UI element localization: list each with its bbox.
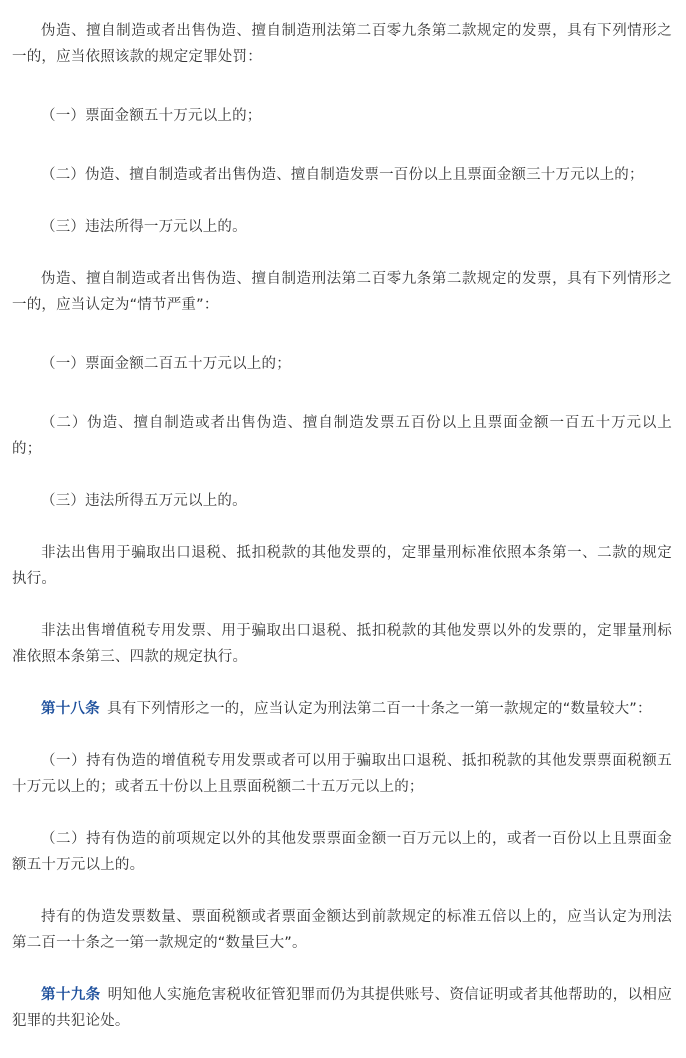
paragraph: 伪造、擅自制造或者出售伪造、擅自制造刑法第二百零九条第二款规定的发票，具有下列情形之一的，应当认定为“情节严重”： (12, 271, 672, 313)
list-item: （二）持有伪造的前项规定以外的其他发票票面金额一百万元以上的，或者一百份以上且票面金额五十万元以上的。 (12, 831, 672, 873)
list-item: （三）违法所得一万元以上的。 (41, 219, 247, 235)
paragraph: 非法出售增值税专用发票、用于骗取出口退税、抵扣税款的其他发票以外的发票的，定罪量刑标准依照本条第三、四款的规定执行。 (12, 623, 672, 665)
article-number: 第十八条 (41, 701, 100, 717)
article-19-paragraph: 第十九条 明知他人实施危害税收征管犯罪而仍为其提供账号、资信证明或者其他帮助的，以相应犯罪的共犯论处。 (12, 987, 672, 1029)
list-item: （一）票面金额二百五十万元以上的； (41, 356, 291, 372)
paragraph: 非法出售用于骗取出口退税、抵扣税款的其他发票的，定罪量刑标准依照本条第一、二款的规定执行。 (12, 545, 672, 587)
list-item: （一）票面金额五十万元以上的； (41, 108, 262, 124)
article-number: 第十九条 (41, 987, 101, 1003)
paragraph: 持有的伪造发票数量、票面税额或者票面金额达到前款规定的标准五倍以上的，应当认定为刑法第二百一十条之一第一款规定的“数量巨大”。 (12, 909, 672, 951)
list-item: （一）持有伪造的增值税专用发票或者可以用于骗取出口退税、抵扣税款的其他发票票面税额五十万元以上的；或者五十份以上且票面税额二十五万元以上的； (12, 753, 672, 795)
document-body (12, 18, 672, 1034)
article-18-paragraph: 第十八条 具有下列情形之一的，应当认定为刑法第二百一十条之一第一款规定的“数量较大”： (41, 701, 652, 717)
list-item: （二）伪造、擅自制造或者出售伪造、擅自制造发票五百份以上且票面金额一百五十万元以上的； (12, 415, 672, 457)
list-item: （三）违法所得五万元以上的。 (41, 493, 247, 509)
list-item: （二）伪造、擅自制造或者出售伪造、擅自制造发票一百份以上且票面金额三十万元以上的； (41, 167, 644, 183)
paragraph: 伪造、擅自制造或者出售伪造、擅自制造刑法第二百零九条第二款规定的发票，具有下列情形之一的，应当依照该款的规定定罪处罚： (12, 23, 672, 65)
